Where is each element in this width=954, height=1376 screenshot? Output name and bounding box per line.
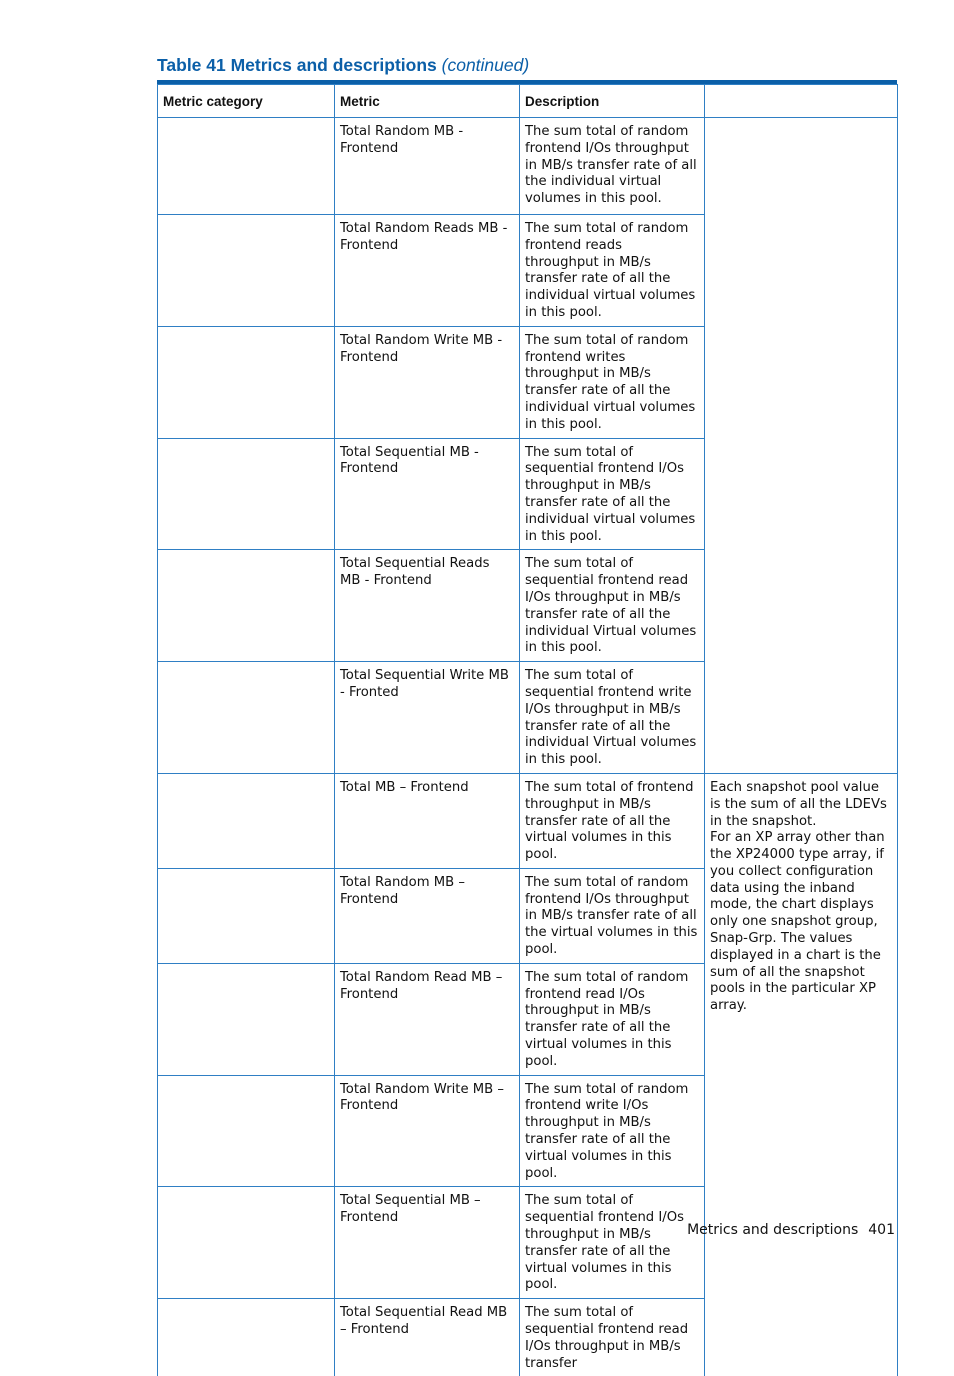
- metric-cell: Total Random Write MB - Frontend: [335, 326, 520, 438]
- header-notes: [705, 85, 898, 118]
- table-row: [158, 118, 898, 215]
- table-row: [158, 773, 898, 868]
- category-cell: [158, 1187, 335, 1299]
- category-cell: [158, 662, 335, 774]
- description-cell: The sum total of sequential frontend read I/Os throughput in MB/s transfer rate of all the individual Virtual volumes in this pool.: [520, 550, 705, 662]
- page-number: 401: [868, 1222, 895, 1238]
- category-cell: [158, 963, 335, 1075]
- category-cell: [158, 118, 335, 215]
- metric-cell: Total Sequential Read MB – Frontend: [335, 1299, 520, 1376]
- snapshot-note-cell: [705, 773, 898, 1376]
- metric-cell: Total MB – Frontend: [335, 773, 520, 868]
- metric-cell: Total Sequential MB – Frontend: [335, 1187, 520, 1299]
- metric-cell: Total Random Read MB – Frontend: [335, 963, 520, 1075]
- description-cell: The sum total of random frontend reads throughput in MB/s transfer rate of all the individual virtual volumes in this pool.: [520, 215, 705, 327]
- category-cell: [158, 550, 335, 662]
- caption-label: Table 41 Metrics and descriptions: [157, 55, 437, 75]
- description-cell: The sum total of random frontend write I/Os throughput in MB/s transfer rate of all the virtual volumes in this pool.: [520, 1075, 705, 1187]
- metric-cell: Total Sequential Reads MB - Frontend: [335, 550, 520, 662]
- metrics-table: [157, 84, 898, 1376]
- table-caption: [157, 55, 529, 76]
- metric-cell: Total Random Reads MB - Frontend: [335, 215, 520, 327]
- category-cell: [158, 773, 335, 868]
- caption-continued: (continued): [441, 55, 530, 75]
- header-metric: Metric: [335, 85, 520, 118]
- metric-cell: Total Sequential Write MB - Fronted: [335, 662, 520, 774]
- header-metric-category: Metric category: [158, 85, 335, 118]
- page-footer: [687, 1222, 895, 1238]
- description-cell: The sum total of sequential frontend I/Os throughput in MB/s transfer rate of all the virtual volumes in this pool.: [520, 1187, 705, 1299]
- description-cell: The sum total of random frontend writes throughput in MB/s transfer rate of all the individual virtual volumes in this pool.: [520, 326, 705, 438]
- snapshot-note-para: For an XP array other than the XP24000 type array, if you collect configuration data using the inband mode, the chart displays only one snapshot group, Snap-Grp. The values displayed in a chart is the sum of all the snapshot pools in the particular XP array.: [710, 830, 885, 1014]
- header-row: [158, 85, 898, 118]
- metric-cell: Total Sequential MB - Frontend: [335, 438, 520, 550]
- category-cell: [158, 1299, 335, 1376]
- metric-cell: Total Random MB - Frontend: [335, 118, 520, 215]
- description-cell: The sum total of random frontend I/Os throughput in MB/s transfer rate of all the virtual volumes in this pool.: [520, 868, 705, 963]
- category-cell: [158, 1075, 335, 1187]
- header-description: Description: [520, 85, 705, 118]
- category-cell: [158, 868, 335, 963]
- description-cell: The sum total of random frontend I/Os throughput in MB/s transfer rate of all the individual virtual volumes in this pool.: [520, 118, 705, 215]
- footer-section-title: Metrics and descriptions: [687, 1222, 859, 1238]
- description-cell: The sum total of frontend throughput in MB/s transfer rate of all the virtual volumes in this pool.: [520, 773, 705, 868]
- metric-cell: Total Random Write MB – Frontend: [335, 1075, 520, 1187]
- description-cell: The sum total of sequential frontend I/Os throughput in MB/s transfer rate of all the individual virtual volumes in this pool.: [520, 438, 705, 550]
- snapshot-note-para: Each snapshot pool value is the sum of all the LDEVs in the snapshot.: [710, 779, 887, 829]
- category-cell: [158, 326, 335, 438]
- category-cell: [158, 438, 335, 550]
- description-cell: The sum total of random frontend read I/Os throughput in MB/s transfer rate of all the virtual volumes in this pool.: [520, 963, 705, 1075]
- metric-cell: Total Random MB – Frontend: [335, 868, 520, 963]
- category-cell: [158, 215, 335, 327]
- description-cell: The sum total of sequential frontend write I/Os throughput in MB/s transfer rate of all the individual Virtual volumes in this pool.: [520, 662, 705, 774]
- description-cell: The sum total of sequential frontend read I/Os throughput in MB/s transfer: [520, 1299, 705, 1376]
- notes-cell-empty: [705, 118, 898, 774]
